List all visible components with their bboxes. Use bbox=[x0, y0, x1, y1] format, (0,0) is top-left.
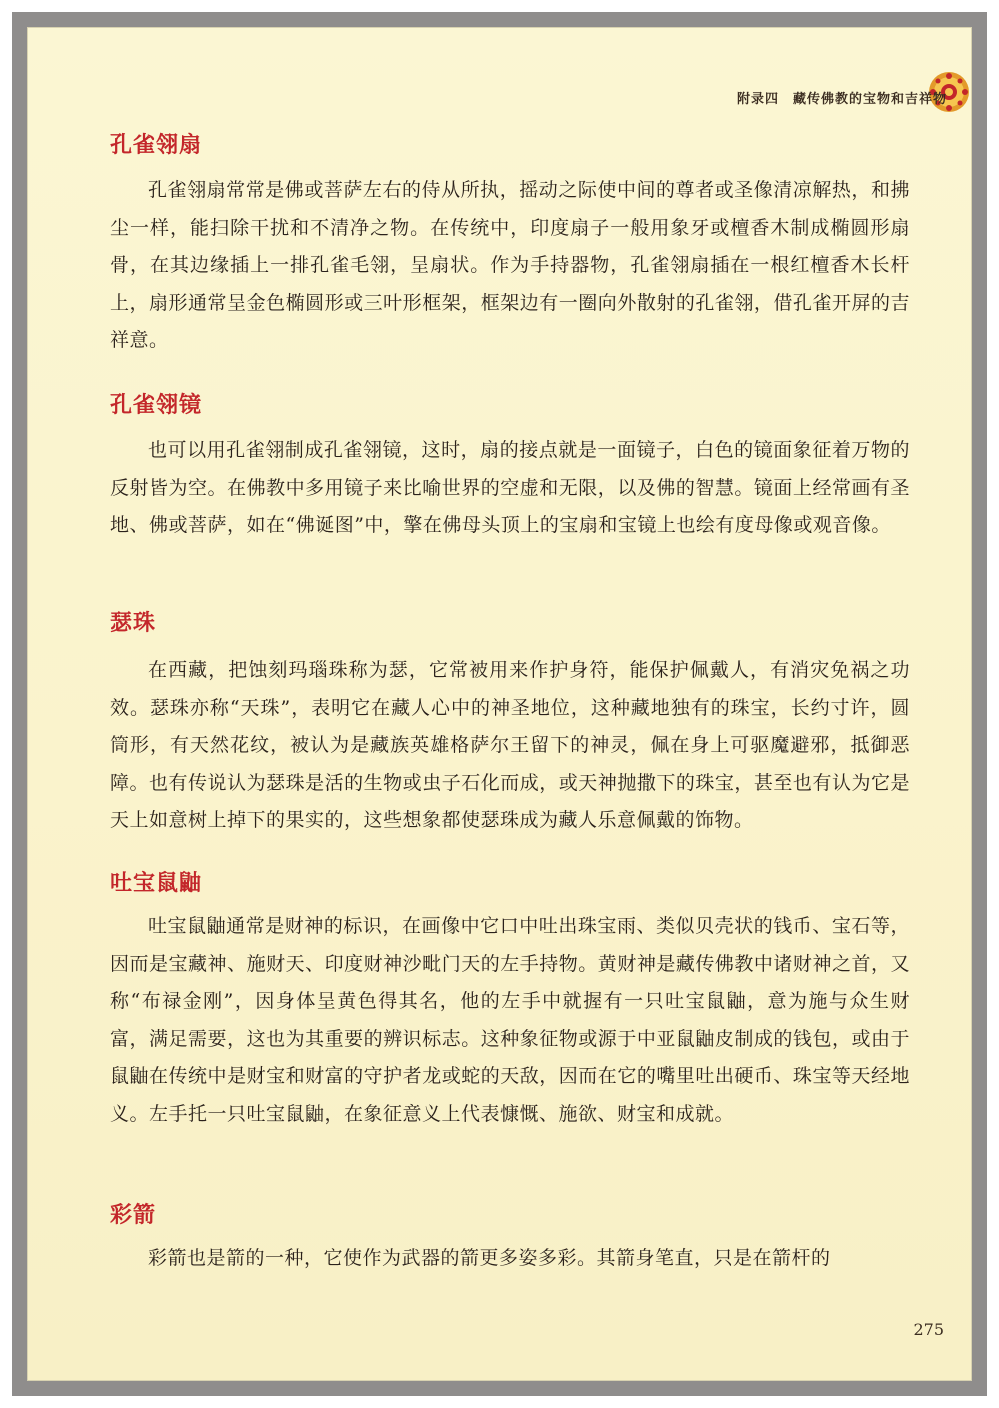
section-body: 在西藏，把蚀刻玛瑙珠称为瑟，它常被用来作护身符，能保护佩戴人，有消灾免祸之功效。瑟珠亦称“天珠”，表明它在藏人心中的神圣地位，这种藏地独有的珠宝，长约寸许，圆筒形，有天然花纹，被认为是藏族英雄格萨尔王留下的神灵，佩在身上可驱魔避邪，抵御恶障。也有传说认为瑟珠是活的生物或虫子石化而成，或天神抛撒下的珠宝，甚至也有认为它是天上如意树上掉下的果实的，这些想象都使瑟珠成为藏人乐意佩戴的饰物。 bbox=[110, 659, 910, 831]
running-header bbox=[737, 88, 947, 107]
section-body: 彩箭也是箭的一种，它使作为武器的箭更多姿多彩。其箭身笔直，只是在箭杆的 bbox=[148, 1247, 831, 1269]
section-heading: 吐宝鼠鼬 bbox=[110, 871, 203, 896]
section-body: 也可以用孔雀翎制成孔雀翎镜，这时，扇的接点就是一面镜子，白色的镜面象征着万物的反射皆为空。在佛教中多用镜子来比喻世界的空虚和无限，以及佛的智慧。镜面上经常画有圣地、佛或菩萨，如在“佛诞图”中，擎在佛母头顶上的宝扇和宝镜上也绘有度母像或观音像。 bbox=[110, 439, 910, 536]
section-heading: 孔雀翎扇 bbox=[110, 133, 203, 158]
section-heading: 瑟珠 bbox=[110, 611, 157, 636]
section-body: 吐宝鼠鼬通常是财神的标识，在画像中它口中吐出珠宝雨、类似贝壳状的钱币、宝石等，因而是宝藏神、施财天、印度财神沙毗门天的左手持物。黄财神是藏传佛教中诸财神之首，又称“布禄金刚”，因身体呈黄色得其名，他的左手中就握有一只吐宝鼠鼬，意为施与众生财富，满足需要，这也为其重要的辨识标志。这种象征物或源于中亚鼠鼬皮制成的钱包，或由于鼠鼬在传统中是财宝和财富的守护者龙或蛇的天敌，因而在它的嘴里吐出硬币、珠宝等天经地义。左手托一只吐宝鼠鼬，在象征意义上代表慷慨、施欲、财宝和成就。 bbox=[110, 915, 910, 1125]
header-title: 藏传佛教的宝物和吉祥物 bbox=[792, 92, 947, 107]
section-heading: 孔雀翎镜 bbox=[110, 393, 203, 418]
section-heading: 彩箭 bbox=[110, 1203, 157, 1228]
header-section: 附录四 bbox=[736, 92, 779, 107]
page-number: 275 bbox=[913, 1320, 944, 1339]
section-body: 孔雀翎扇常常是佛或菩萨左右的侍从所执，摇动之际使中间的尊者或圣像清凉解热，和拂尘一样，能扫除干扰和不清净之物。在传统中，印度扇子一般用象牙或檀香木制成椭圆形扇骨，在其边缘插上一排孔雀毛翎，呈扇状。作为手持器物，孔雀翎扇插在一根红檀香木长杆上，扇形通常呈金色椭圆形或三叶形框架，框架边有一圈向外散射的孔雀翎，借孔雀开屏的吉祥意。 bbox=[110, 179, 910, 351]
